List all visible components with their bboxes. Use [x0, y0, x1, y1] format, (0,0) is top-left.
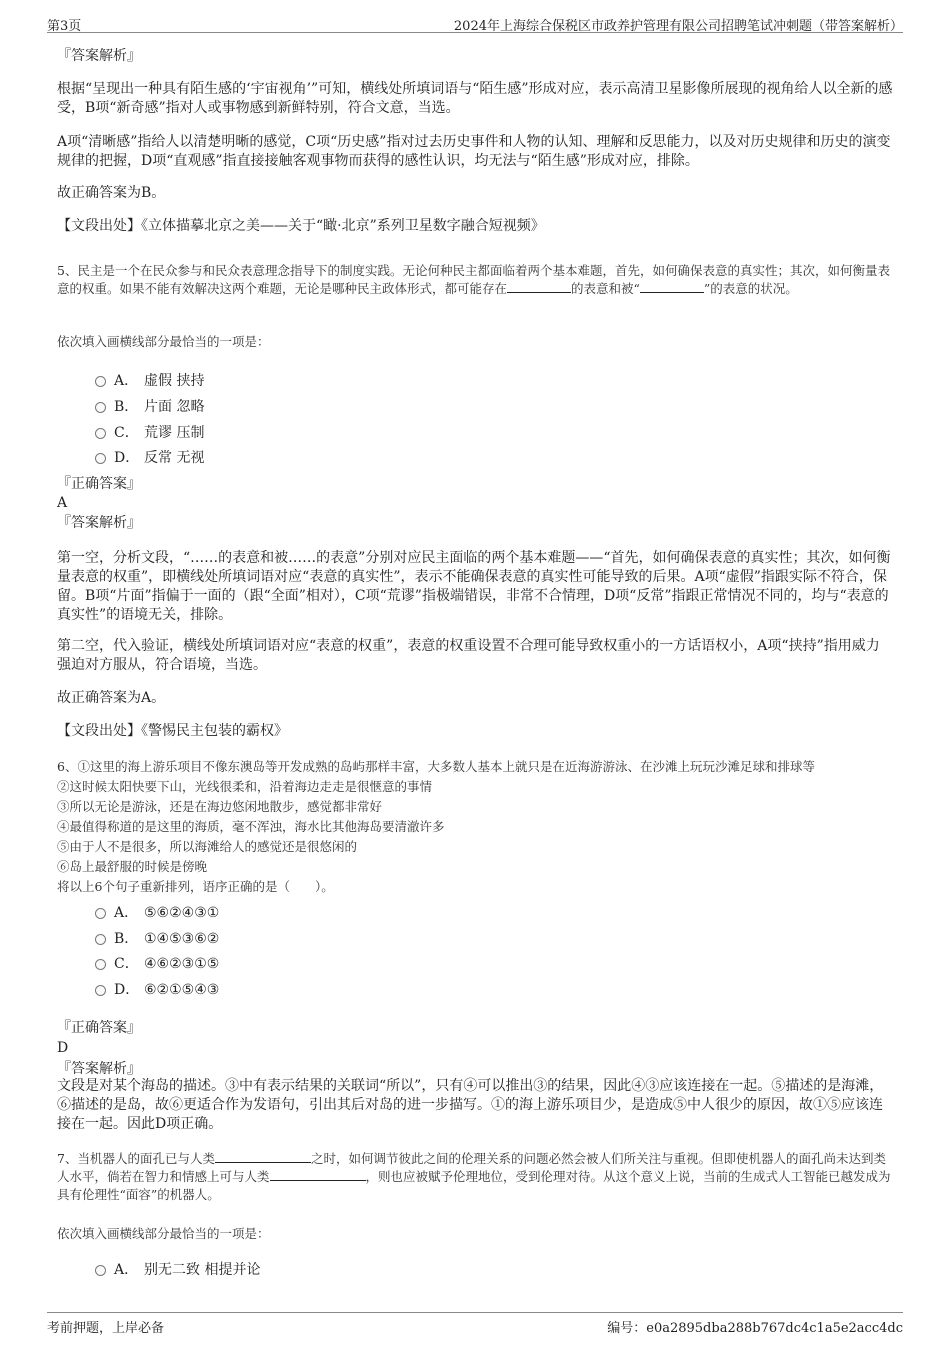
- q6-line: ⑤由于人不是很多，所以海滩给人的感觉还是很悠闲的: [57, 839, 358, 854]
- q6-option-c[interactable]: C． ④⑥②③①⑤: [95, 953, 219, 973]
- q6-option-a[interactable]: A． ⑤⑥②④③①: [95, 902, 219, 922]
- q5-conclusion: 故正确答案为A。: [57, 690, 166, 706]
- answer-blank: [215, 1150, 311, 1163]
- q6-line: ③所以无论是游泳，还是在海边悠闲地散步，感觉都非常好: [57, 799, 383, 814]
- q5-prompt: 依次填入画横线部分最恰当的一项是：: [57, 334, 270, 349]
- q6-answer: D: [57, 1040, 69, 1056]
- q5-analysis-p2: 第二空，代入验证，横线处所填词语对应“表意的权重”，表意的权重设置不合理可能导致权重小的一方话语权小，A项“挟持”指用威力强迫对方服从，符合语境，当选。: [57, 638, 880, 673]
- q4-conclusion: 故正确答案为B。: [57, 185, 166, 201]
- q5-option-b[interactable]: B． 片面 忽略: [95, 396, 204, 416]
- q5-option-c[interactable]: C． 荒谬 压制: [95, 422, 204, 442]
- q6-question: 将以上6个句子重新排列，语序正确的是（ ）。: [57, 879, 334, 894]
- page-number: 第3页: [47, 19, 82, 34]
- answer-blank: [640, 280, 704, 293]
- answer-blank: [507, 280, 571, 293]
- page-header: [47, 12, 903, 33]
- footer-slogan: 考前押题，上岸必备: [47, 1321, 165, 1336]
- q7-prompt: 依次填入画横线部分最恰当的一项是：: [57, 1226, 270, 1241]
- radio-icon[interactable]: [95, 376, 106, 387]
- q5-source: 【文段出处】《警惕民主包装的霸权》: [57, 723, 288, 739]
- q6-analysis-label: 『答案解析』: [57, 1061, 141, 1077]
- q6-line: ⑥岛上最舒服的时候是傍晚: [57, 859, 208, 874]
- document-title: 2024年上海综合保税区市政养护管理有限公司招聘笔试冲刺题（带答案解析）: [453, 19, 903, 34]
- q5-answer-label: 『正确答案』: [57, 476, 141, 492]
- q7-option-a[interactable]: A． 别无二致 相提并论: [95, 1259, 260, 1279]
- q5-stem: 5、民主是一个在民众参与和民众表意理念指导下的制度实践。无论何种民主都面临着两个基本难题，首先，如何确保表意的真实性；其次，如何衡量表意的权重。如果不能有效解决这两个难题，无论是哪种民主政体形式，都可能存在 的表意和被“ ”的表意的状况。: [57, 263, 890, 296]
- q5-option-d[interactable]: D． 反常 无视: [95, 447, 204, 467]
- page-footer: [47, 1312, 903, 1335]
- q6-analysis-p1: 文段是对某个海岛的描述。③中有表示结果的关联词“所以”，只有④可以推出③的结果，因此④③应该连接在一起。⑤描述的是海滩，⑥描述的是岛，故⑥更适合作为发语句，引出其后对岛的进一步描写。①的海上游乐项目少，是造成⑤中人很少的原因，故①⑤应该连接在一起。因此D项正确。: [57, 1078, 884, 1132]
- q6-answer-label: 『正确答案』: [57, 1020, 141, 1036]
- radio-icon[interactable]: [95, 908, 106, 919]
- radio-icon[interactable]: [95, 985, 106, 996]
- q6-line: 6、①这里的海上游乐项目不像东澳岛等开发成熟的岛屿那样丰富，大多数人基本上就只是在近海游游泳、在沙滩上玩玩沙滩足球和排球等: [57, 759, 815, 774]
- q5-analysis-p1: 第一空，分析文段，“……的表意和被……的表意”分别对应民主面临的两个基本难题——“首先，如何确保表意的真实性；其次，如何衡量表意的权重”，即横线处所填词语对应“表意的真实性”，表示不能确保表意的真实性可能导致的后果。A项“虚假”指跟实际不符合，保留。B项“片面”指偏于一面的（跟“全面”相对），C项“荒谬”指极端错误，非常不合情理，D项“反常”指跟正常情况不同的，均与“表意的真实性”的语境无关，排除。: [57, 550, 891, 623]
- q5-analysis-label: 『答案解析』: [57, 515, 141, 531]
- q4-analysis-p2: A项“清晰感”指给人以清楚明晰的感觉，C项“历史感”指对过去历史事件和人物的认知、理解和反思能力，以及对历史规律和历史的演变规律的把握，D项“直观感”指直接接触客观事物而获得的感性认识，均无法与“陌生感”形成对应，排除。: [57, 134, 891, 169]
- q4-analysis-p1: 根据“呈现出一种具有陌生感的‘宇宙视角’”可知，横线处所填词语与“陌生感”形成对应，表示高清卫星影像所展现的视角给人以全新的感受，B项“新奇感”指对人或事物感到新鲜特别，符合文意，当选。: [57, 81, 893, 116]
- radio-icon[interactable]: [95, 402, 106, 413]
- q5-answer: A: [57, 495, 68, 511]
- q6-stem: [57, 758, 893, 896]
- radio-icon[interactable]: [95, 453, 106, 464]
- q4-analysis-label: 『答案解析』: [57, 48, 141, 64]
- q6-option-b[interactable]: B． ①④⑤③⑥②: [95, 928, 219, 948]
- radio-icon[interactable]: [95, 934, 106, 945]
- radio-icon[interactable]: [95, 1265, 106, 1276]
- q7-stem: 7、当机器人的面孔已与人类 之时，如何调节彼此之间的伦理关系的问题必然会被人们所关注与重视。但即使机器人的面孔尚未达到类人水平，倘若在智力和情感上可与人类 ，则也应被赋予伦理地位，受到伦理对待。从这个意义上说，当前的生成式人工智能已越发成为具有伦理性“面容”的机器人。: [57, 1151, 891, 1202]
- document-code: 编号：e0a2895dba288b767dc4c1a5e2acc4dc: [607, 1321, 903, 1336]
- q6-line: ④最值得称道的是这里的海质，毫不浑浊，海水比其他海岛要清澈许多: [57, 819, 445, 834]
- radio-icon[interactable]: [95, 959, 106, 970]
- q6-option-d[interactable]: D． ⑥②①⑤④③: [95, 979, 219, 999]
- radio-icon[interactable]: [95, 428, 106, 439]
- q4-source: 【文段出处】《立体描摹北京之美——关于“瞰·北京”系列卫星数字融合短视频》: [57, 218, 545, 234]
- q6-line: ②这时候太阳快要下山，光线很柔和，沿着海边走走是很惬意的事情: [57, 779, 433, 794]
- q5-option-a[interactable]: A． 虚假 挟持: [95, 370, 204, 390]
- answer-blank: [270, 1168, 366, 1181]
